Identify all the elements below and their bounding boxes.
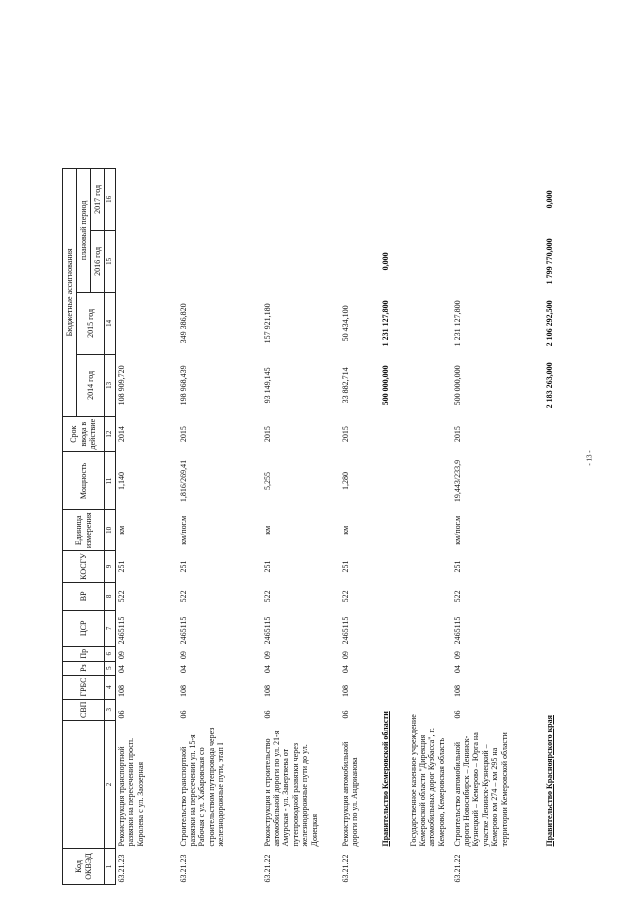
row-power: 5,255 bbox=[262, 471, 272, 490]
header-grbs: ГРБС bbox=[63, 675, 105, 699]
row-unit: км bbox=[262, 525, 272, 535]
row-vr: 522 bbox=[340, 590, 350, 603]
col-number: 8 bbox=[105, 582, 116, 610]
header-plan-period: плановый период bbox=[77, 168, 91, 292]
table-row bbox=[452, 168, 530, 884]
section-krasnoyarsk-2016: 1 799 770,000 bbox=[545, 238, 555, 285]
row-2016 bbox=[178, 230, 262, 292]
row-code: 63.21.22 bbox=[340, 854, 350, 883]
row-kosgu: 251 bbox=[262, 560, 272, 573]
row-2015: 157 921,180 bbox=[262, 303, 272, 344]
table-row bbox=[116, 168, 178, 884]
row-2014: 198 968,439 bbox=[178, 365, 188, 406]
row-rz: 04 bbox=[117, 665, 126, 674]
institution-name bbox=[408, 168, 452, 848]
row-pr: 09 bbox=[178, 651, 188, 660]
row-2015 bbox=[116, 292, 178, 354]
row-2015: 50 434,100 bbox=[340, 305, 350, 342]
header-csr: ЦСР bbox=[63, 610, 105, 646]
header-unit: Единица измерения bbox=[63, 510, 105, 551]
row-code: 63.21.22 bbox=[262, 854, 272, 883]
row-svp: 06 bbox=[340, 710, 350, 719]
row-2016 bbox=[340, 230, 380, 292]
col-number: 13 bbox=[105, 354, 116, 416]
section-title-kemerovo: Правительство Кемеровской области bbox=[380, 711, 390, 847]
row-2017 bbox=[116, 168, 178, 230]
row-power: 1,816/269,41 bbox=[178, 459, 188, 503]
row-kosgu: 251 bbox=[117, 560, 126, 573]
row-term: 2014 bbox=[117, 426, 126, 443]
col-number: 1 bbox=[105, 849, 116, 885]
header-col2 bbox=[63, 721, 105, 849]
row-power: 1,140 bbox=[117, 471, 126, 490]
row-unit: км/пог.м bbox=[452, 515, 462, 545]
col-number: 9 bbox=[105, 551, 116, 583]
row-vr: 522 bbox=[262, 590, 272, 603]
row-kosgu: 251 bbox=[452, 560, 462, 573]
row-grbs: 108 bbox=[262, 685, 272, 698]
col-number: 12 bbox=[105, 416, 116, 452]
header-2015: 2015 год bbox=[77, 292, 105, 354]
row-unit: км bbox=[117, 525, 126, 535]
budget-table bbox=[62, 168, 556, 885]
row-2017 bbox=[452, 168, 530, 230]
row-2015: 349 386,820 bbox=[178, 303, 188, 344]
row-2014: 500 000,000 bbox=[452, 365, 462, 406]
row-grbs: 108 bbox=[117, 685, 126, 698]
row-2014: 33 882,714 bbox=[340, 367, 350, 404]
row-csr: 2465115 bbox=[340, 616, 350, 645]
row-csr: 2465115 bbox=[117, 616, 126, 645]
row-2016 bbox=[262, 230, 340, 292]
row-pr: 09 bbox=[340, 651, 350, 660]
col-number: 15 bbox=[105, 230, 116, 292]
row-pr: 09 bbox=[117, 651, 126, 660]
section-row bbox=[380, 168, 408, 884]
row-term: 2015 bbox=[452, 426, 462, 443]
institution-row bbox=[408, 168, 452, 884]
row-power: 19,443/233,9 bbox=[452, 459, 462, 503]
section-kemerovo-2016: 0,000 bbox=[380, 252, 390, 271]
row-vr: 522 bbox=[452, 590, 462, 603]
table-row bbox=[178, 168, 262, 884]
row-rz: 04 bbox=[262, 665, 272, 674]
col-number: 2 bbox=[105, 721, 116, 849]
row-rz: 04 bbox=[340, 665, 350, 674]
rotated-budget-table-container bbox=[62, 20, 622, 885]
row-code: 63.21.23 bbox=[178, 854, 188, 883]
row-2015: 1 231 127,800 bbox=[452, 300, 462, 347]
section-title-krasnoyarsk: Правительство Красноярского края bbox=[545, 715, 555, 847]
row-svp: 06 bbox=[262, 710, 272, 719]
row-csr: 2465115 bbox=[262, 616, 272, 645]
header-pr: Пр bbox=[63, 646, 105, 661]
row-kosgu: 251 bbox=[340, 560, 350, 573]
col-number: 3 bbox=[105, 699, 116, 720]
header-term: Срок ввода в действие bbox=[63, 416, 105, 452]
row-svp: 06 bbox=[452, 710, 462, 719]
section-kemerovo-2015: 1 231 127,800 bbox=[380, 300, 390, 347]
header-2016: 2016 год bbox=[91, 230, 105, 292]
row-name: Реконструкция автомобильной дороги по ул. Андрианова bbox=[340, 741, 359, 847]
row-grbs: 108 bbox=[452, 685, 462, 698]
row-name: Реконструкция и строительство автомобильной дороги по ул. 21-я Амурская - ул. Завертяева от путепроводной развязки через железнодорожные пути до ул. Донецкая bbox=[262, 730, 319, 847]
row-vr: 522 bbox=[117, 590, 126, 603]
row-grbs: 108 bbox=[340, 685, 350, 698]
row-rz: 04 bbox=[178, 665, 188, 674]
header-kod-okved: Код ОКВЭД bbox=[63, 849, 105, 885]
row-2014: 108 909,720 bbox=[117, 365, 126, 406]
row-term: 2015 bbox=[178, 426, 188, 443]
section-row bbox=[530, 168, 556, 884]
header-budget: Бюджетные ассигнования bbox=[63, 168, 77, 416]
page-number: - 13 - bbox=[585, 450, 594, 466]
row-name: Строительство транспортной развязки на пересечении ул. 15-я Рабочая с ул. Хабаровская со строительством путепровода через железнодорожные пути, этап I bbox=[178, 727, 226, 847]
row-2017 bbox=[178, 168, 262, 230]
col-number: 5 bbox=[105, 661, 116, 675]
col-number: 16 bbox=[105, 168, 116, 230]
row-2016 bbox=[116, 230, 178, 292]
row-grbs: 108 bbox=[178, 685, 188, 698]
row-term: 2015 bbox=[340, 426, 350, 443]
row-pr: 09 bbox=[262, 651, 272, 660]
row-csr: 2465115 bbox=[452, 616, 462, 645]
row-code: 63.21.22 bbox=[452, 854, 462, 883]
col-number: 7 bbox=[105, 610, 116, 646]
header-2014: 2014 год bbox=[77, 354, 105, 416]
row-pr: 09 bbox=[452, 651, 462, 660]
row-power: 1,280 bbox=[340, 471, 350, 490]
header-svp: СВП bbox=[63, 699, 105, 720]
section-krasnoyarsk-2017: 0,000 bbox=[545, 190, 555, 209]
header-power: Мощность bbox=[63, 452, 105, 510]
section-krasnoyarsk-2015: 2 106 292,500 bbox=[545, 300, 555, 347]
row-svp: 06 bbox=[117, 710, 126, 719]
row-2017 bbox=[262, 168, 340, 230]
row-svp: 06 bbox=[178, 710, 188, 719]
row-2017 bbox=[340, 168, 380, 230]
section-krasnoyarsk-2014: 2 183 263,000 bbox=[545, 362, 555, 409]
row-unit: км bbox=[340, 525, 350, 535]
table-row bbox=[262, 168, 340, 884]
row-vr: 522 bbox=[178, 590, 188, 603]
row-term: 2015 bbox=[262, 426, 272, 443]
row-code: 63.21.23 bbox=[117, 854, 126, 883]
col-number: 4 bbox=[105, 675, 116, 699]
col-number: 10 bbox=[105, 510, 116, 551]
col-number: 11 bbox=[105, 452, 116, 510]
row-csr: 2465115 bbox=[178, 616, 188, 645]
header-kosgu: КОСГУ bbox=[63, 551, 105, 583]
row-2016 bbox=[452, 230, 530, 292]
section-kemerovo-2017 bbox=[380, 168, 408, 230]
section-kemerovo-2014: 500 000,000 bbox=[380, 365, 390, 406]
row-name: Реконструкция транспортной развязки на пересечении просп. Королева с ул. Заозерная bbox=[117, 737, 145, 847]
col-number: 6 bbox=[105, 646, 116, 661]
table-row bbox=[340, 168, 380, 884]
institution-text: Государственное казенное учреждение Кемеровской области "Дирекция автомобильных дорог Кузбасса", г. Кемерово, Кемеровская область bbox=[408, 714, 446, 847]
header-rz: Рз bbox=[63, 661, 105, 675]
header-2017: 2017 год bbox=[91, 168, 105, 230]
row-name: Строительство автомобильной дороги Новосибирск – Ленинск-Кузнецкий – Кемерово – Юрга на участке Ленинск-Кузнецкий – Кемерово км 274 – км 295 на территории Кемеровской области bbox=[452, 732, 509, 847]
header-vr: ВР bbox=[63, 582, 105, 610]
row-2014: 93 149,145 bbox=[262, 367, 272, 404]
row-kosgu: 251 bbox=[178, 560, 188, 573]
col-number: 14 bbox=[105, 292, 116, 354]
row-unit: км/пог.м bbox=[178, 515, 188, 545]
row-rz: 04 bbox=[452, 665, 462, 674]
